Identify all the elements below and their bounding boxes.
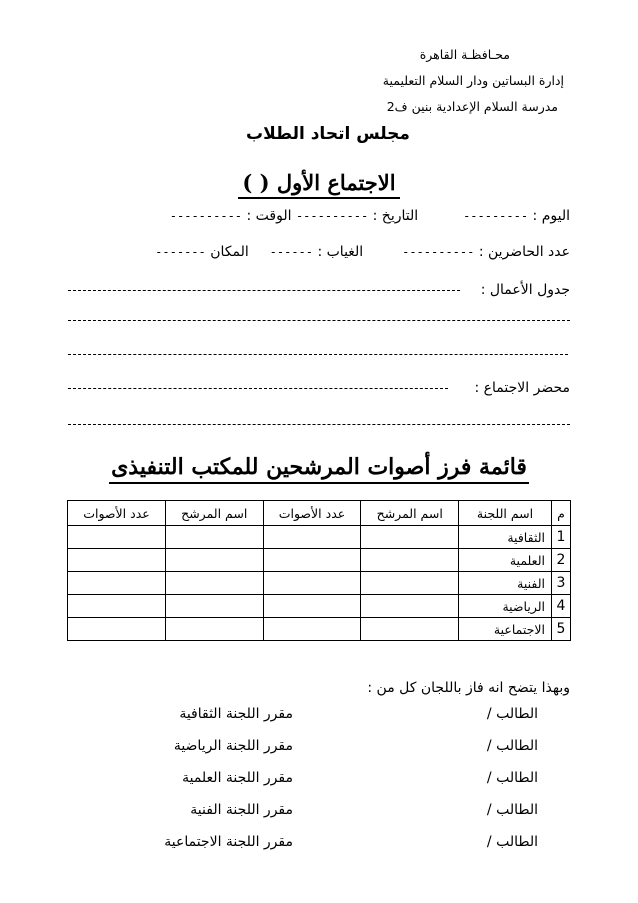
row-number: 3 bbox=[552, 572, 571, 595]
table-row bbox=[68, 618, 571, 641]
candidate-cell[interactable] bbox=[165, 595, 263, 618]
absence-label: الغياب : bbox=[317, 244, 364, 260]
table-row bbox=[68, 572, 571, 595]
col-header-votes-1: عدد الأصوات bbox=[263, 501, 361, 526]
col-header-votes-2: عدد الأصوات bbox=[68, 501, 166, 526]
day-label: اليوم : bbox=[532, 208, 570, 224]
candidate-cell[interactable] bbox=[165, 572, 263, 595]
governorate-label: محـافظـة القاهرة bbox=[419, 47, 510, 62]
candidate-cell[interactable] bbox=[361, 572, 459, 595]
agenda-line-2[interactable] bbox=[68, 320, 570, 321]
committee-name: الاجتماعية bbox=[459, 618, 552, 641]
winner-student: الطالب / bbox=[486, 802, 538, 818]
place-label: المكان bbox=[210, 244, 249, 260]
minutes-line-1[interactable] bbox=[68, 388, 448, 389]
time-label: الوقت : bbox=[246, 208, 292, 224]
table-row bbox=[68, 549, 571, 572]
agenda-label: جدول الأعمال : bbox=[480, 282, 570, 298]
table-row bbox=[68, 526, 571, 549]
date-field[interactable]: ---------- bbox=[295, 209, 369, 223]
minutes-label: محضر الاجتماع : bbox=[474, 380, 570, 396]
candidate-cell[interactable] bbox=[361, 526, 459, 549]
candidate-cell[interactable] bbox=[361, 595, 459, 618]
candidate-cell[interactable] bbox=[361, 618, 459, 641]
committee-name: العلمية bbox=[459, 549, 552, 572]
col-header-number: م bbox=[552, 501, 571, 526]
minutes-line-2[interactable] bbox=[68, 424, 570, 425]
winner-role: مقرر اللجنة الاجتماعية bbox=[164, 834, 293, 850]
attendees-label: عدد الحاضرين : bbox=[478, 244, 570, 260]
votes-cell[interactable] bbox=[68, 618, 166, 641]
votes-cell[interactable] bbox=[263, 572, 361, 595]
form-row-day-date-time bbox=[170, 208, 570, 224]
section-title: قائمة فرز أصوات المرشحين للمكتب التنفيذى bbox=[0, 454, 638, 480]
winner-student: الطالب / bbox=[486, 834, 538, 850]
winner-student: الطالب / bbox=[486, 738, 538, 754]
col-header-committee: اسم اللجنة bbox=[459, 501, 552, 526]
col-header-candidate-2: اسم المرشح bbox=[165, 501, 263, 526]
votes-cell[interactable] bbox=[68, 572, 166, 595]
winner-student: الطالب / bbox=[486, 770, 538, 786]
row-number: 5 bbox=[552, 618, 571, 641]
votes-cell[interactable] bbox=[263, 526, 361, 549]
table-header-row bbox=[68, 501, 571, 526]
candidate-cell[interactable] bbox=[165, 526, 263, 549]
winner-role: مقرر اللجنة الثقافية bbox=[179, 706, 293, 722]
votes-cell[interactable] bbox=[68, 549, 166, 572]
winner-role: مقرر اللجنة العلمية bbox=[182, 770, 293, 786]
votes-cell[interactable] bbox=[68, 595, 166, 618]
votes-cell[interactable] bbox=[263, 549, 361, 572]
page-title: مجلس اتحاد الطلاب bbox=[246, 124, 410, 144]
committee-name: الرياضية bbox=[459, 595, 552, 618]
table-row bbox=[68, 595, 571, 618]
administration-label: إدارة البساتين ودار السلام التعليمية bbox=[382, 73, 564, 88]
candidate-cell[interactable] bbox=[361, 549, 459, 572]
votes-cell[interactable] bbox=[263, 618, 361, 641]
row-number: 2 bbox=[552, 549, 571, 572]
day-field[interactable]: --------- bbox=[463, 209, 529, 223]
candidate-cell[interactable] bbox=[165, 618, 263, 641]
winner-role: مقرر اللجنة الرياضية bbox=[173, 738, 293, 754]
meeting-title bbox=[0, 170, 638, 195]
votes-cell[interactable] bbox=[68, 526, 166, 549]
form-row-attendance bbox=[155, 244, 570, 260]
time-field[interactable]: ---------- bbox=[169, 209, 243, 223]
agenda-line-1[interactable] bbox=[68, 290, 460, 291]
conclusion-text: وبهذا يتضح انه فاز باللجان كل من : bbox=[367, 680, 570, 696]
votes-table bbox=[67, 500, 571, 641]
candidate-cell[interactable] bbox=[165, 549, 263, 572]
attendees-field[interactable]: ---------- bbox=[402, 245, 475, 259]
school-label: مدرسة السلام الإعدادية بنين ف2 bbox=[386, 99, 558, 114]
committee-name: الثقافية bbox=[459, 526, 552, 549]
agenda-line-3[interactable] bbox=[68, 354, 568, 355]
date-label: التاريخ : bbox=[372, 208, 419, 224]
col-header-candidate-1: اسم المرشح bbox=[361, 501, 459, 526]
absence-field[interactable]: ------ bbox=[269, 245, 313, 259]
winner-student: الطالب / bbox=[486, 706, 538, 722]
winner-role: مقرر اللجنة الفنية bbox=[190, 802, 293, 818]
place-field[interactable]: ------- bbox=[155, 245, 206, 259]
row-number: 1 bbox=[552, 526, 571, 549]
votes-cell[interactable] bbox=[263, 595, 361, 618]
committee-name: الفنية bbox=[459, 572, 552, 595]
meeting-label: الاجتماع الأول ( ) bbox=[238, 170, 399, 199]
row-number: 4 bbox=[552, 595, 571, 618]
